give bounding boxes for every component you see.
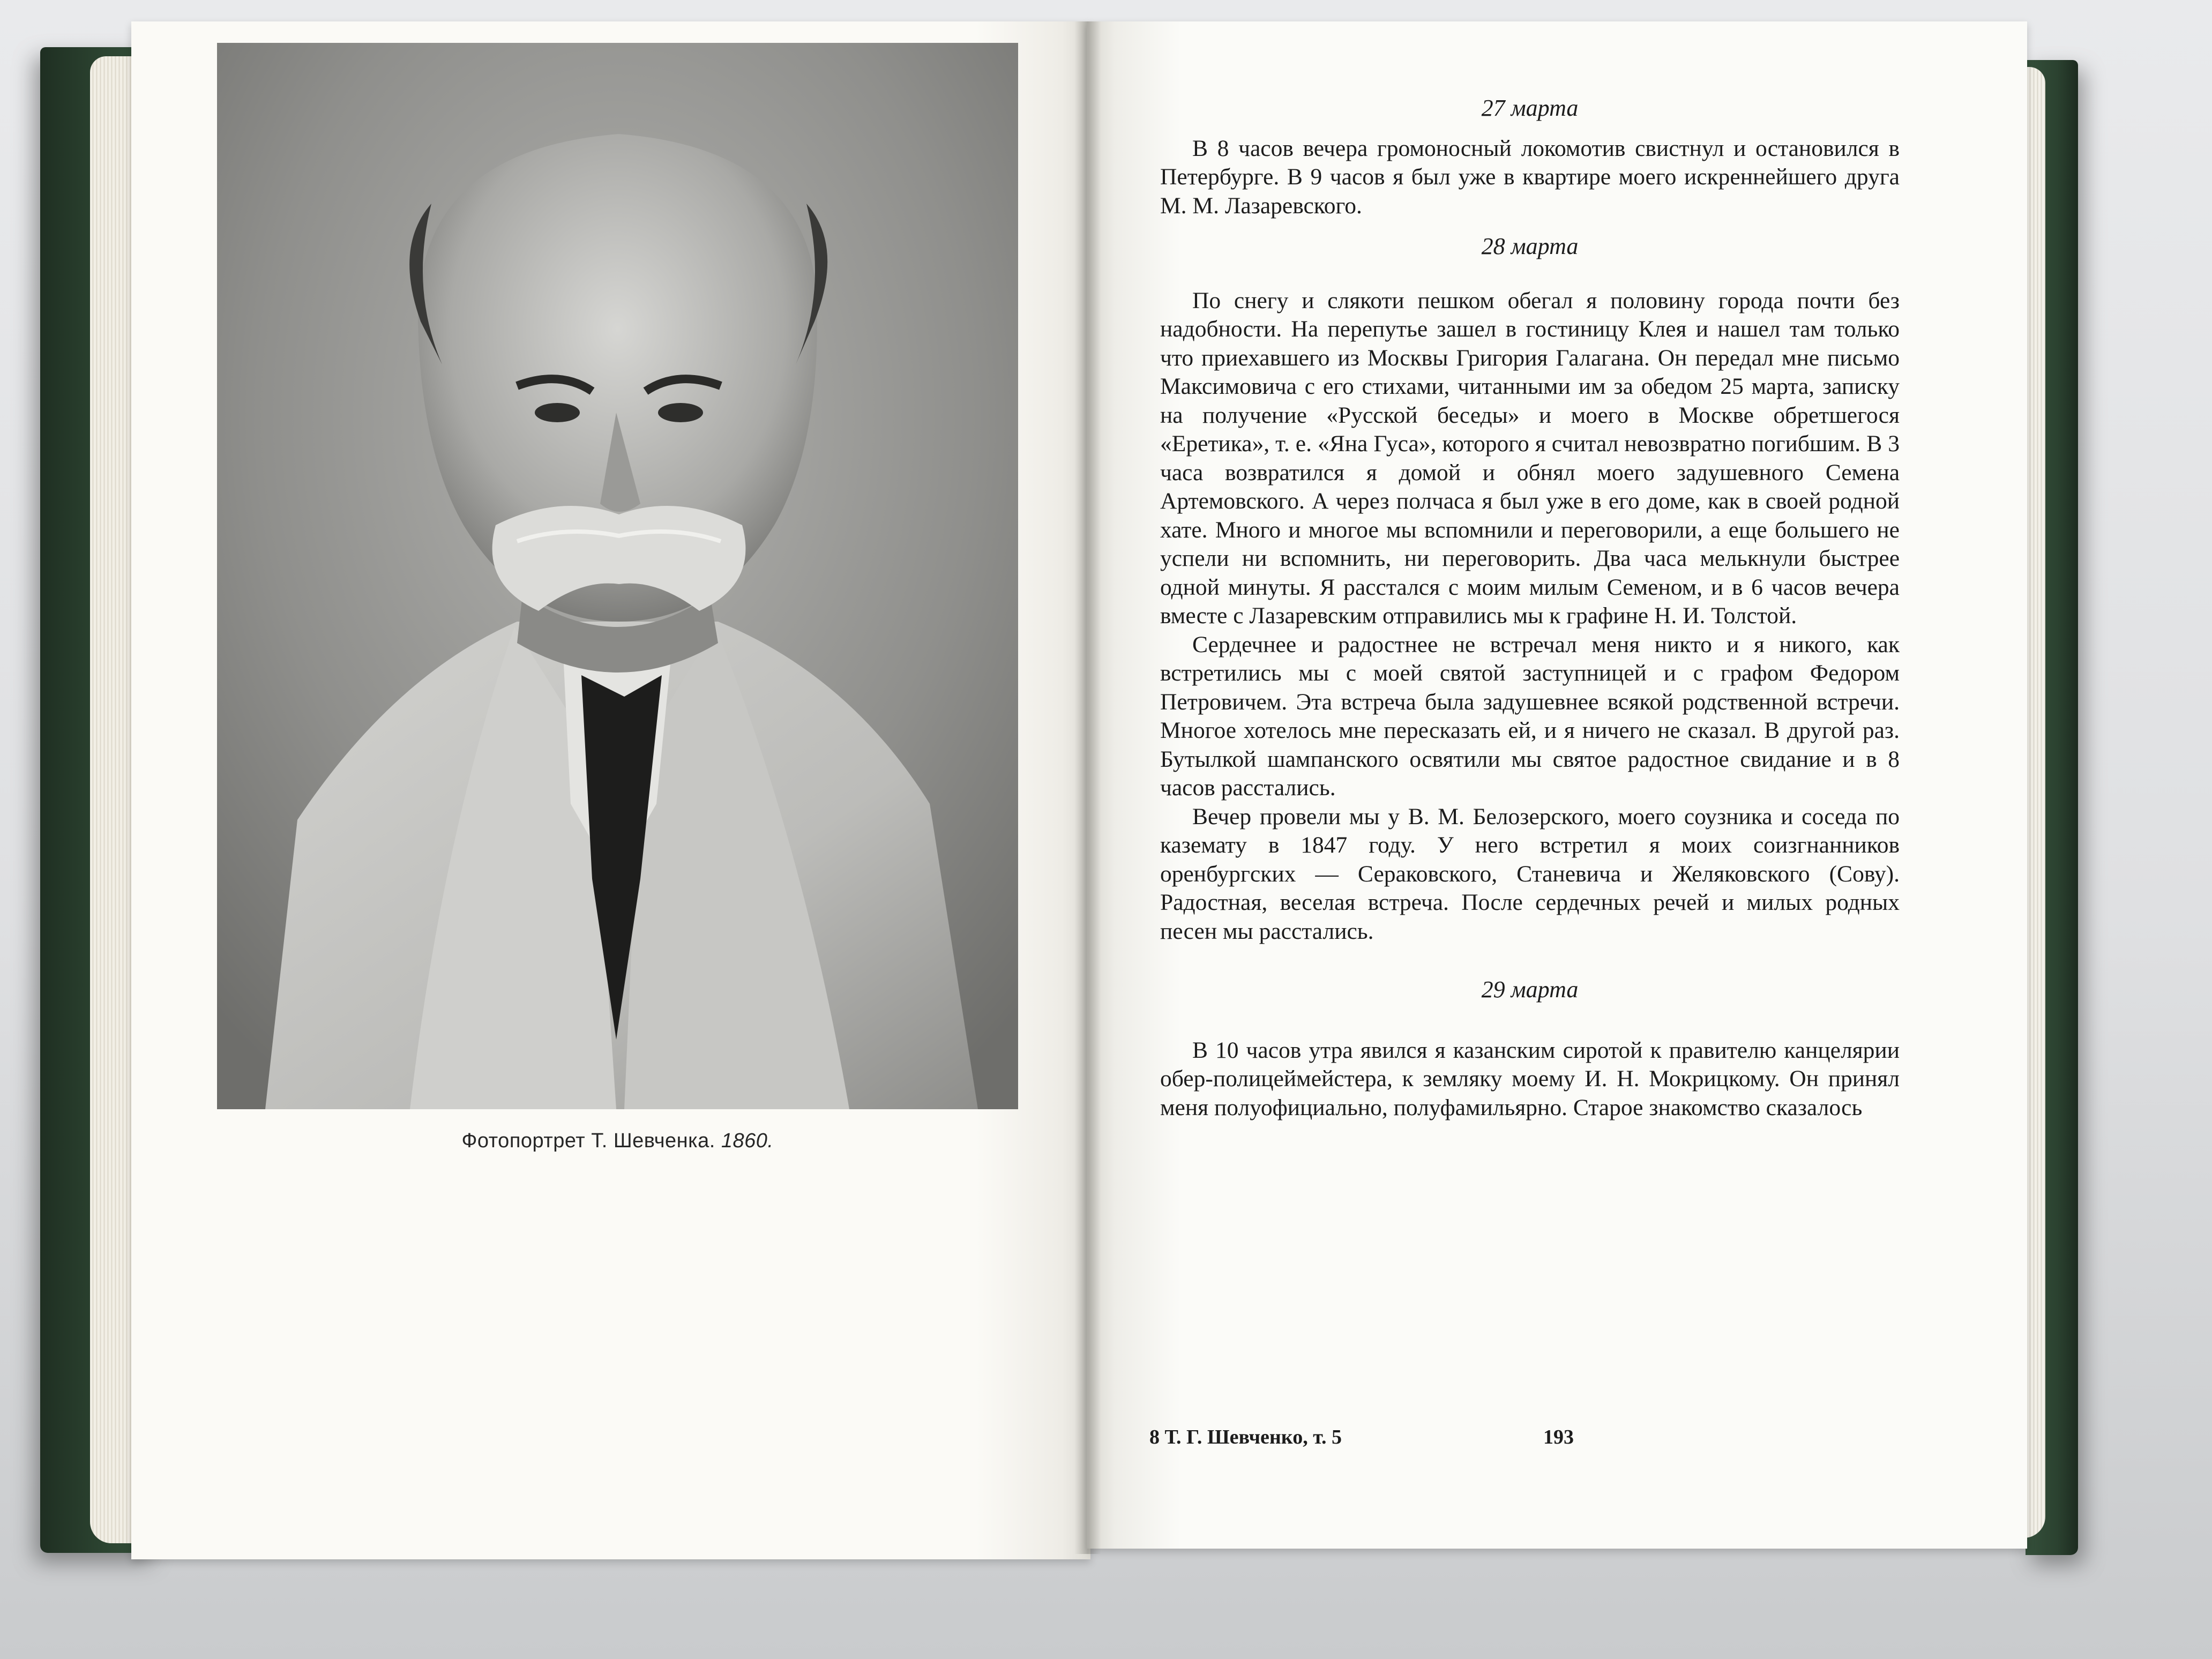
paragraph: В 10 часов утра явился я казанским сиротой к правителю канцелярии обер-полицеймейстера, к земляку моему И. Н. Мокрицкому. Он принял меня полуофициально, полуфамильярно. Старое знакомство сказалось — [1160, 1037, 1900, 1120]
page-number: 193 — [1543, 1426, 1574, 1448]
caption-year: 1860. — [721, 1130, 774, 1152]
paragraph: Сердечнее и радостнее не встречал меня никто и я никого, как встретились мы с моей святой заступницей и с графом Федором Петровичем. Эта встреча была задушевнее всякой родственной встречи. Многое хотелось мне пересказать ей, и я ничего не сказал. В другой раз. Бутылкой шампанского освятили мы святое радостное свидание и в 8 часов расстались. — [1160, 631, 1900, 801]
paragraph: В 8 часов вечера громоносный локомотив свистнул и остановился в Петербурге. В 9 часов я был уже в квартире моего искреннейшего друга М. М. Лазаревского. — [1160, 135, 1900, 219]
portrait-caption — [217, 1130, 1018, 1153]
paragraph: Вечер провели мы у В. М. Белозерского, моего соузника и соседа по каземату в 1847 году. У него встретил я моих соизгнанников оренбургских — Сераковского, Станевича и Желяковского (Сову). Радостная, веселая встреча. После сердечных речей и милых родных песен мы расстались. — [1160, 803, 1900, 944]
caption-text: Фотопортрет Т. Шевченка. — [461, 1130, 715, 1152]
book-gutter — [1074, 21, 1101, 1554]
footer-signature: 8 Т. Г. Шевченко, т. 5 — [1149, 1426, 1342, 1448]
paragraph: По снегу и слякоти пешком обегал я половину города почти без надобности. На перепутье зашел в гостиницу Клея и нашел там только что приехавшего из Москвы Григория Галагана. Он передал мне письмо Максимовича с его стихами, читанными им за обедом 25 марта, записку на получение «Русской беседы» и моего в Москве обретшегося «Еретика», т. е. «Яна Гуса», которого я считал невозвратно погибшим. В 3 часа возвратился я домой и обнял моего задушевного Семена Артемовского. А через полчаса я был уже в его доме, как в своей родной хате. Много и многое мы вспомнили и переговорили, а еще большего не успели ни вспомнить, ни переговорить. Два часа мелькнули быстрее одной минуты. Я расстался с моим милым Семеном, и в 6 часов вечера вместе с Лазаревским отправились мы к графине Н. И. Толстой. — [1160, 287, 1900, 629]
date-heading: 28 марта — [1481, 233, 1579, 259]
date-heading: 29 марта — [1481, 976, 1579, 1003]
diary-text-column — [1160, 94, 1900, 1122]
portrait-photo — [217, 43, 1018, 1109]
date-heading: 27 марта — [1481, 95, 1579, 121]
